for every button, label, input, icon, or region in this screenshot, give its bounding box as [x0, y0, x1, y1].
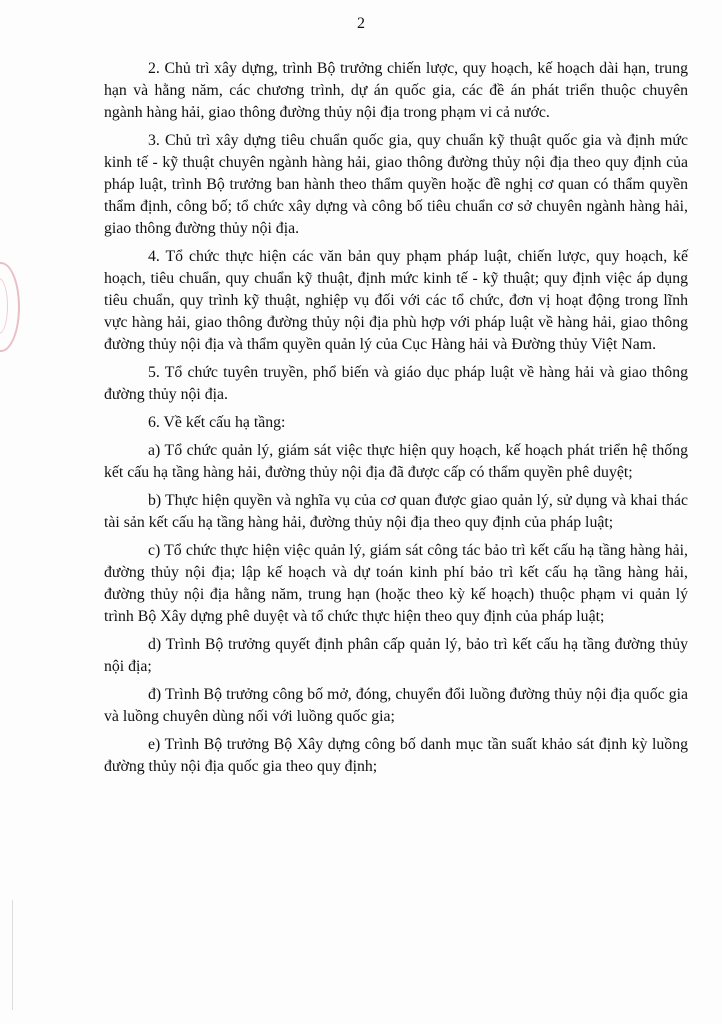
scan-margin-line	[12, 900, 13, 1010]
paragraph-item-4: 4. Tổ chức thực hiện các văn bản quy phạm pháp luật, chiến lược, quy hoạch, kế hoạch, tiêu chuẩn, quy chuẩn kỹ thuật, định mức kinh tế - kỹ thuật; quy định việc áp dụng tiêu chuẩn, quy trình kỹ thuật, nghiệp vụ đối với các tổ chức, đơn vị hoạt động trong lĩnh vực hàng hải, giao thông đường thủy nội địa phù hợp với pháp luật về hàng hải, giao thông đường thủy nội địa và thẩm quyền quản lý của Cục Hàng hải và Đường thủy Việt Nam.	[104, 248, 688, 353]
paragraph-subitem-dd: đ) Trình Bộ trưởng công bố mở, đóng, chuyển đổi luồng đường thủy nội địa quốc gia và luồng chuyên dùng nối với luồng quốc gia;	[104, 686, 688, 725]
paragraph-item-2: 2. Chủ trì xây dựng, trình Bộ trưởng chiến lược, quy hoạch, kế hoạch dài hạn, trung hạn và hằng năm, các chương trình, dự án quốc gia, các đề án phát triển thuộc chuyên ngành hàng hải, giao thông đường thủy nội địa trong phạm vi cả nước.	[104, 60, 688, 121]
paragraph-subitem-e: e) Trình Bộ trưởng Bộ Xây dựng công bố danh mục tần suất khảo sát định kỳ luồng đường thủy nội địa quốc gia theo quy định;	[104, 736, 688, 775]
paragraph-subitem-d: d) Trình Bộ trưởng quyết định phân cấp quản lý, bảo trì kết cấu hạ tầng đường thủy nội địa;	[104, 636, 688, 675]
paragraph-item-3: 3. Chủ trì xây dựng tiêu chuẩn quốc gia, quy chuẩn kỹ thuật quốc gia và định mức kinh tế - kỹ thuật chuyên ngành hàng hải, giao thông đường thủy nội địa theo quy định của pháp luật, trình Bộ trưởng ban hành theo thẩm quyền hoặc đề nghị cơ quan có thẩm quyền thẩm định, công bố; tổ chức xây dựng và công bố tiêu chuẩn cơ sở chuyên ngành hàng hải, giao thông đường thủy nội địa.	[104, 132, 688, 237]
red-seal-stamp-fragment	[0, 262, 20, 352]
paragraph-item-5: 5. Tổ chức tuyên truyền, phổ biến và giáo dục pháp luật về hàng hải và giao thông đường thủy nội địa.	[104, 364, 688, 403]
paragraph-item-6-heading: 6. Về kết cấu hạ tầng:	[148, 414, 286, 431]
paragraph-subitem-b: b) Thực hiện quyền và nghĩa vụ của cơ quan được giao quản lý, sử dụng và khai thác tài sản kết cấu hạ tầng hàng hải, đường thủy nội địa theo quy định của pháp luật;	[104, 492, 688, 531]
page-number: 2	[357, 15, 365, 32]
document-body	[104, 58, 688, 784]
paragraph-subitem-c: c) Tổ chức thực hiện việc quản lý, giám sát công tác bảo trì kết cấu hạ tầng hàng hải, đường thủy nội địa; lập kế hoạch và dự toán kinh phí bảo trì kết cấu hạ tầng hàng hải, đường thủy nội địa hằng năm, trung hạn (hoặc theo kỳ kế hoạch) thuộc phạm vi quản lý trình Bộ Xây dựng phê duyệt và tổ chức thực hiện theo quy định của pháp luật;	[104, 542, 688, 625]
paragraph-subitem-a: a) Tổ chức quản lý, giám sát việc thực hiện quy hoạch, kế hoạch phát triển hệ thống kết cấu hạ tầng hàng hải, đường thủy nội địa đã được cấp có thẩm quyền phê duyệt;	[104, 442, 688, 481]
